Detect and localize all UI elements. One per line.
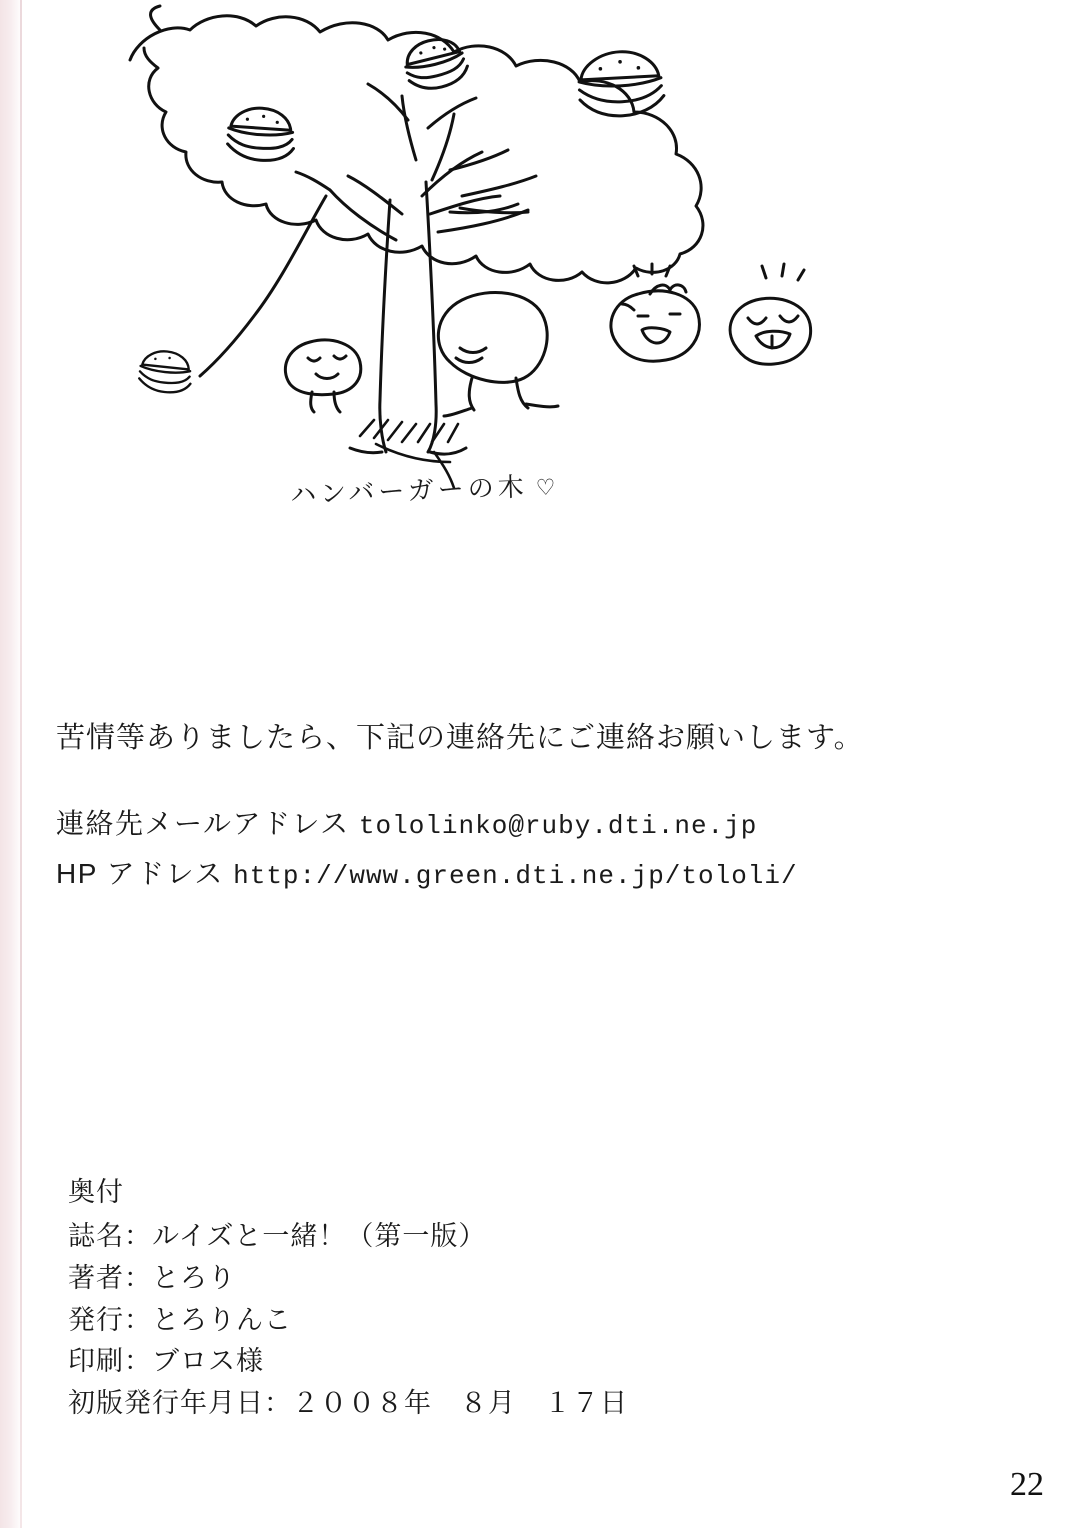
- homepage-line: [56, 849, 1016, 900]
- page-edge-line: [20, 0, 22, 1528]
- illustration-caption-text: ハンバーガーの木: [289, 471, 529, 510]
- colophon-author: 著者：とろり: [68, 1262, 236, 1293]
- colophon-printer: 印刷：ブロス様: [68, 1346, 264, 1377]
- email-label: 連絡先メールアドレス: [56, 807, 350, 839]
- page-number: 22: [1010, 1466, 1044, 1503]
- email-address[interactable]: tololinko@ruby.dti.ne.jp: [358, 810, 758, 841]
- page-edge-artifact: [0, 0, 22, 1528]
- contact-block: [56, 718, 1016, 900]
- email-line: [56, 799, 1016, 850]
- complaint-notice: 苦情等ありましたら、下記の連絡先にご連絡お願いします。: [56, 722, 864, 754]
- colophon-title: 誌名：ルイズと一緒！（第一版）: [68, 1220, 487, 1251]
- colophon-publisher: 発行：とろりんこ: [68, 1304, 292, 1335]
- heart-icon: ♡: [535, 474, 560, 501]
- colophon-heading: 奥付: [68, 1177, 124, 1207]
- colophon-date: 初版発行年月日：２００８年 ８月 １７日: [68, 1388, 628, 1419]
- homepage-label: HP アドレス: [56, 858, 224, 890]
- homepage-url[interactable]: http://www.green.dti.ne.jp/tololi/: [233, 861, 798, 892]
- colophon-block: [68, 1172, 968, 1425]
